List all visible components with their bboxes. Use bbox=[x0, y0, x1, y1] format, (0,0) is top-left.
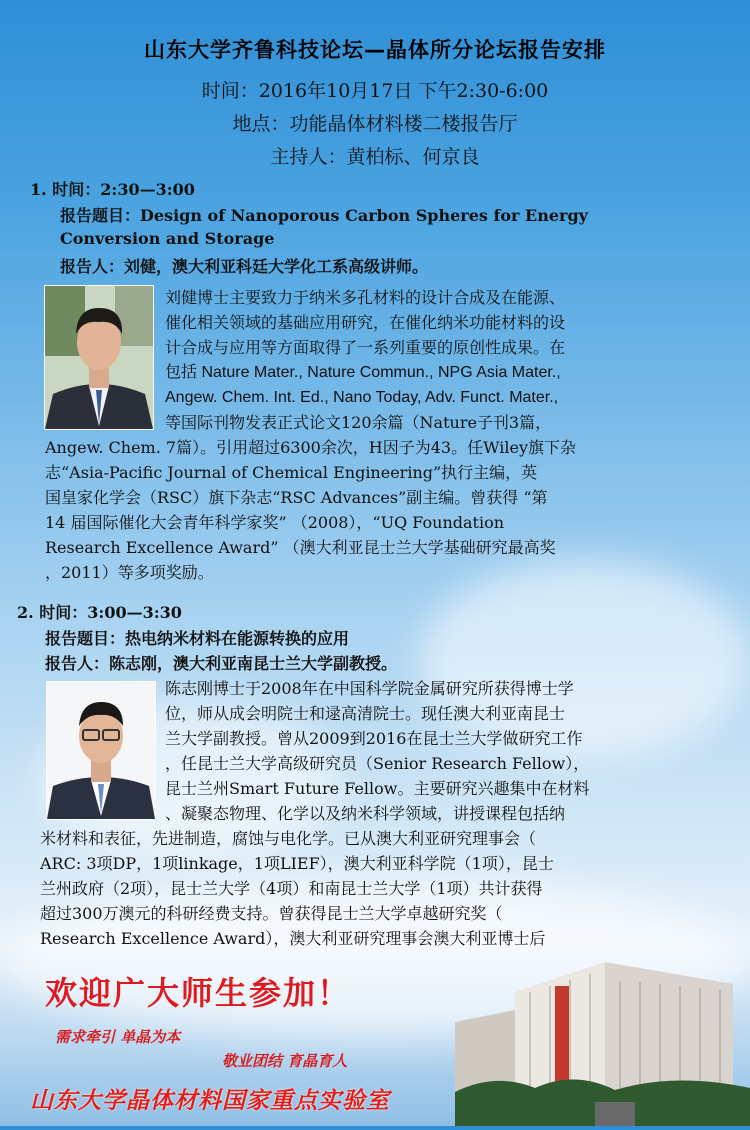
event-place: 地点：功能晶体材料楼二楼报告厅 bbox=[232, 113, 518, 135]
motto-1: 需求牵引 单晶为本 bbox=[55, 1028, 181, 1046]
bio-line: 陈志刚博士于2008年在中国科学院金属研究所获得博士学 bbox=[165, 679, 574, 698]
speaker-2-photo bbox=[46, 681, 156, 820]
speaker-2-bio-cont bbox=[40, 826, 715, 951]
bio-line: ，任昆士兰大学高级研究员（Senior Research Fellow）， bbox=[165, 754, 590, 773]
talk-1-topic-cont: Conversion and Storage bbox=[60, 229, 275, 248]
bio-line: Research Excellence Award” （澳大利亚昆士兰大学基础研究最高奖 bbox=[45, 538, 556, 557]
speaker-2-bio bbox=[165, 676, 713, 826]
bio-line: 国皇家化学会（RSC）旗下杂志“RSC Advances”副主编。曾获得 “第 bbox=[45, 488, 548, 507]
bio-line: Research Excellence Award），澳大利亚研究理事会澳大利亚博士后 bbox=[40, 929, 546, 948]
bio-line: ARC: 3项DP，1项linkage，1项LIEF），澳大利亚科学院（1项），昆士 bbox=[40, 854, 554, 873]
header bbox=[0, 34, 750, 169]
speaker-1-bio bbox=[165, 285, 713, 435]
talk-2-speaker: 报告人：陈志刚，澳大利亚南昆士兰大学副教授。 bbox=[45, 654, 398, 673]
bio-line: 昆士兰州Smart Future Fellow。主要研究兴趣集中在材料 bbox=[165, 779, 590, 798]
talk-2-time: 2. 时间：3:00—3:30 bbox=[17, 603, 182, 622]
bio-line: 、凝聚态物理、化学以及纳米科学领域，讲授课程包括纳 bbox=[165, 804, 566, 823]
bio-line: 催化相关领域的基础应用研究，在催化纳米功能材料的设 bbox=[165, 313, 566, 332]
talk-2-topic: 报告题目：热电纳米材料在能源转换的应用 bbox=[45, 629, 350, 648]
speaker-1-photo bbox=[44, 285, 154, 430]
bio-line: 志“Asia-Pacific Journal of Chemical Engineering”执行主编，英 bbox=[45, 463, 538, 482]
bio-line: 米材料和表征，先进制造，腐蚀与电化学。已从澳大利亚研究理事会（ bbox=[40, 829, 537, 848]
bio-line: 刘健博士主要致力于纳米多孔材料的设计合成及在能源、 bbox=[165, 288, 566, 307]
event-host: 主持人：黄柏标、何京良 bbox=[270, 146, 480, 168]
bio-line: 兰大学副教授。曾从2009到2016在昆士兰大学做研究工作 bbox=[165, 729, 583, 748]
bio-line: 14 届国际催化大会青年科学家奖” （2008），“UQ Foundation bbox=[45, 513, 505, 532]
bio-line: Angew. Chem. Int. Ed., Nano Today, Adv. Funct. Mater., bbox=[165, 389, 559, 406]
bio-line: Angew. Chem. 7篇）。引用超过6300余次，H因子为43。任Wiley旗下杂 bbox=[45, 438, 577, 457]
motto-2: 敬业团结 育晶育人 bbox=[222, 1052, 348, 1070]
talk-1-time: 1. 时间：2:30—3:00 bbox=[30, 180, 195, 199]
talk-1-topic: 报告题目：Design of Nanoporous Carbon Spheres for Energy bbox=[60, 206, 588, 225]
lab-name: 山东大学晶体材料国家重点实验室 bbox=[30, 1088, 390, 1114]
event-time: 时间：2016年10月17日 下午2:30-6:00 bbox=[201, 80, 549, 102]
bio-line: 超过300万澳元的科研经费支持。曾获得昆士兰大学卓越研究奖（ bbox=[40, 904, 503, 923]
bio-line: ，2011）等多项奖励。 bbox=[45, 563, 214, 582]
page-title: 山东大学齐鲁科技论坛—晶体所分论坛报告安排 bbox=[144, 38, 606, 62]
bio-line: 包括 Nature Mater., Nature Commun., NPG Asia Mater., bbox=[165, 364, 561, 381]
bio-line: 等国际刊物发表正式论文120余篇（Nature子刊3篇， bbox=[165, 413, 552, 432]
speaker-1-bio-cont bbox=[45, 435, 715, 585]
institute-building-image bbox=[455, 962, 750, 1126]
welcome-banner: 欢迎广大师生参加！ bbox=[45, 974, 352, 1012]
bio-line: 兰州政府（2项），昆士兰大学（4项）和南昆士兰大学（1项）共计获得 bbox=[40, 879, 543, 898]
bio-line: 计合成与应用等方面取得了一系列重要的原创性成果。在 bbox=[165, 338, 566, 357]
talk-1-speaker: 报告人：刘健，澳大利亚科廷大学化工系高级讲师。 bbox=[60, 257, 429, 276]
bio-line: 位，师从成会明院士和逯高清院士。现任澳大利亚南昆士 bbox=[165, 704, 566, 723]
